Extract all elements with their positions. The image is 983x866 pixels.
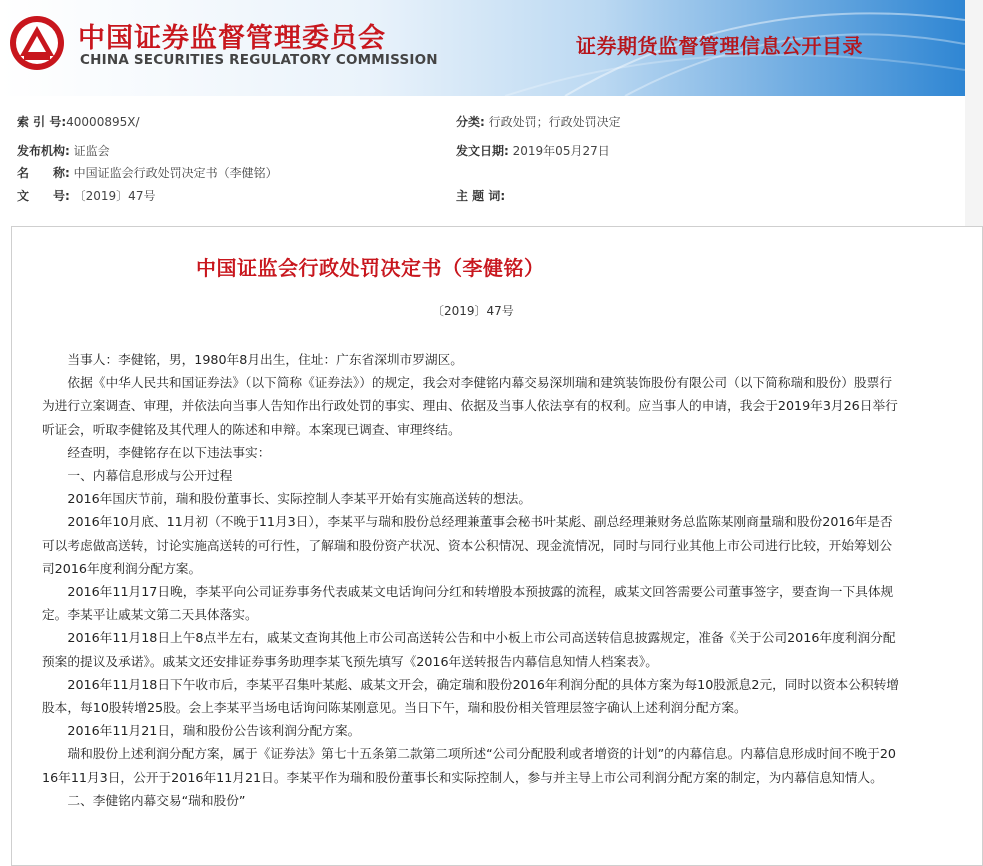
document-title: 中国证监会行政处罚决定书（李健铭） — [196, 256, 545, 280]
document-body — [42, 348, 904, 812]
publisher-value: 证监会 — [73, 144, 110, 158]
paragraph: 2016年10月底、11月初（不晚于11月3日），李某平与瑞和股份总经理兼董事会秘书叶某彪、副总经理兼财务总监陈某刚商量瑞和股份2016年是否可以考虑做高送转，讨论实施高送转的可行性，了解瑞和股份资产状况、资本公积情况、现金流情况，同时与同行业其他上市公司进行比较，开始筹划公司2016年度利润分配方案。 — [42, 514, 893, 576]
paragraph: 当事人：李健铭，男，1980年8月出生，住址：广东省深圳市罗湖区。 — [67, 352, 463, 367]
paragraph: 2016年11月18日下午收市后，李某平召集叶某彪、戚某文开会，确定瑞和股份2016年利润分配的具体方案为每10股派息2元，同时以资本公积转增股本，每10股转增25股。会上李某平当场电话询问陈某刚意见。当日下午，瑞和股份相关管理层签字确认上述利润分配方案。 — [42, 676, 899, 716]
index-number — [17, 112, 140, 132]
paragraph: 经查明，李健铭存在以下违法事实： — [67, 444, 271, 460]
publisher — [17, 141, 110, 161]
publish-date — [456, 141, 610, 161]
paragraph: 2016年11月21日，瑞和股份公告该利润分配方案。 — [67, 723, 361, 739]
doc-number-label: 文 号: — [17, 189, 70, 203]
index-number-value: 40000895X/ — [66, 115, 140, 129]
paragraph: 瑞和股份上述利润分配方案，属于《证券法》第七十五条第二款第二项所述“公司分配股利或者增资的计划”的内幕信息。内幕信息形成时间不晚于2016年11月3日，公开于2016年11月21日。李某平作为瑞和股份董事长和实际控制人，参与并主导上市公司利润分配方案的制定，为内幕信息知情人。 — [42, 746, 896, 785]
doc-number — [17, 186, 155, 206]
category — [456, 112, 621, 132]
paragraph: 2016年国庆节前，瑞和股份董事长、实际控制人李某平开始有实施高送转的想法。 — [67, 491, 532, 507]
section-heading: 二、李健铭内幕交易“瑞和股份” — [67, 792, 246, 808]
doc-name-label: 名 称: — [17, 166, 70, 180]
org-name-en: CHINA SECURITIES REGULATORY COMMISSION — [80, 52, 438, 68]
category-value: 行政处罚；行政处罚决定 — [488, 115, 621, 129]
document-number: 〔2019〕47号 — [432, 304, 514, 318]
doc-number-value: 〔2019〕47号 — [73, 189, 156, 203]
doc-name — [17, 163, 278, 183]
paragraph: 2016年11月17日晚，李某平向公司证券事务代表戚某文电话询问分红和转增股本预披露的流程，戚某文回答需要公司董事签字，要查询一下具体规定。李某平让戚某文第二天具体落实。 — [42, 584, 894, 623]
doc-name-value: 中国证监会行政处罚决定书（李健铭） — [73, 166, 278, 180]
paragraph: 2016年11月18日上午8点半左右，戚某文查询其他上市公司高送转公告和中小板上市公司高送转信息披露规定，准备《关于公司2016年度利润分配预案的提议及承诺》。戚某文还安排证券事务助理李某飞预先填写《2016年送转报告内幕信息知情人档案表》。 — [42, 630, 896, 669]
site-title[interactable]: 证券期货监督管理信息公开目录 — [576, 34, 863, 58]
org-name-cn: 中国证券监督管理委员会 — [78, 23, 386, 54]
publish-date-value: 2019年05月27日 — [512, 144, 610, 158]
category-label: 分类: — [456, 115, 485, 129]
publisher-label: 发布机构: — [17, 144, 70, 158]
paragraph: 依据《中华人民共和国证券法》（以下简称《证券法》）的规定，我会对李健铭内幕交易深圳瑞和建筑装饰股份有限公司（以下简称瑞和股份）股票行为进行立案调查、审理，并依法向当事人告知作出行政处罚的事实、理由、依据及当事人依法享有的权利。应当事人的申请，我会于2019年3月26日举行听证会，听取李健铭及其代理人的陈述和申辩。本案现已调查、审理终结。 — [42, 375, 898, 437]
publish-date-label: 发文日期: — [456, 144, 509, 158]
index-number-label: 索 引 号: — [17, 115, 67, 129]
header-banner — [0, 0, 965, 96]
subject-words — [456, 186, 509, 206]
csrc-logo-icon — [8, 14, 66, 72]
section-heading: 一、内幕信息形成与公开过程 — [67, 468, 233, 484]
subject-words-label: 主 题 词: — [456, 189, 506, 203]
